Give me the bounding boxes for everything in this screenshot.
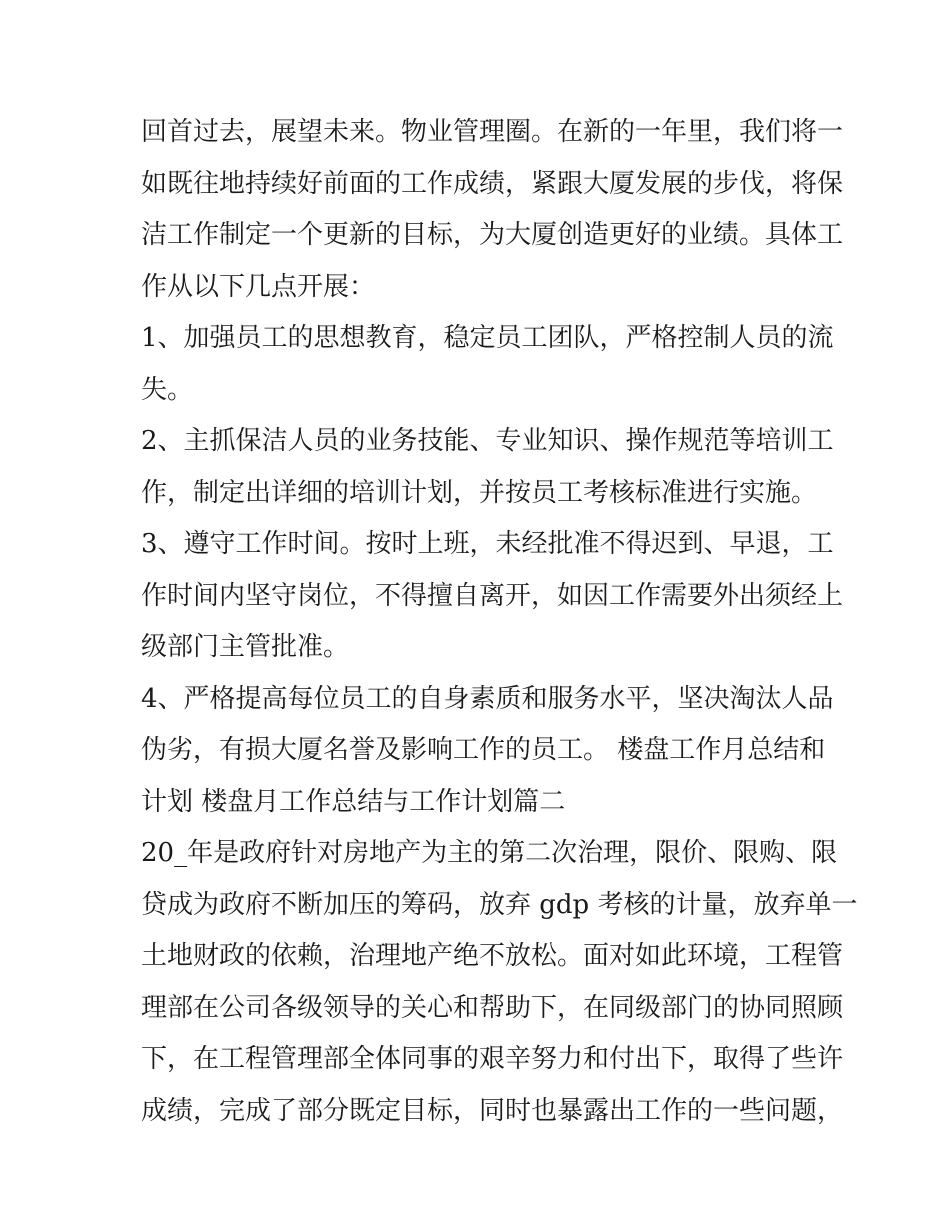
paragraph-item-2 bbox=[141, 416, 834, 519]
text-line: 作时间内坚守岗位，不得擅自离开，如因工作需要外出须经上 bbox=[141, 580, 844, 611]
text-line: 计划 楼盘月工作总结与工作计划篇二 bbox=[141, 786, 566, 817]
text-line: 如既往地持续好前面的工作成绩，紧跟大厦发展的步伐，将保 bbox=[141, 168, 844, 199]
text-line: 2、主抓保洁人员的业务技能、专业知识、操作规范等培训工 bbox=[141, 426, 834, 456]
text-line: 理部在公司各级领导的关心和帮助下，在同级部门的协同照顾 bbox=[141, 992, 844, 1023]
text-line: 级部门主管批准。 bbox=[141, 632, 350, 662]
paragraph-item-3 bbox=[141, 519, 844, 674]
text-line: 20_年是政府针对房地产为主的第二次治理，限价、限购、限 bbox=[141, 838, 838, 868]
text-line: 贷成为政府不断加压的筹码，放弃 gdp 考核的计量，放弃单一 bbox=[141, 889, 858, 920]
text-line: 作从以下几点开展： bbox=[141, 271, 376, 302]
text-line: 失。 bbox=[141, 374, 194, 405]
text-line: 回首过去，展望未来。物业管理圈。在新的一年里，我们将一 bbox=[141, 117, 844, 147]
paragraph-item-4 bbox=[141, 674, 834, 829]
text-line: 伪劣，有损大厦名誉及影响工作的员工。 楼盘工作月总结和 bbox=[141, 735, 826, 765]
text-line: 4、严格提高每位员工的自身素质和服务水平，坚决淘汰人品 bbox=[141, 683, 834, 714]
text-line: 作，制定出详细的培训计划，并按员工考核标准进行实施。 bbox=[141, 477, 818, 508]
text-line: 土地财政的依赖，治理地产绝不放松。面对如此环境，工程管 bbox=[141, 941, 844, 971]
paragraph-section-two bbox=[141, 828, 858, 1137]
paragraph-intro bbox=[141, 107, 844, 313]
text-line: 3、遵守工作时间。按时上班，未经批准不得迟到、早退，工 bbox=[141, 529, 834, 559]
text-line: 洁工作制定一个更新的目标，为大厦创造更好的业绩。具体工 bbox=[141, 220, 844, 250]
text-line: 成绩，完成了部分既定目标，同时也暴露出工作的一些问题， bbox=[141, 1095, 844, 1126]
paragraph-item-1 bbox=[141, 313, 834, 416]
text-line: 下，在工程管理部全体同事的艰辛努力和付出下，取得了些许 bbox=[141, 1044, 844, 1074]
text-line: 1、加强员工的思想教育，稳定员工团队，严格控制人员的流 bbox=[141, 323, 834, 353]
document-body bbox=[141, 107, 858, 1137]
